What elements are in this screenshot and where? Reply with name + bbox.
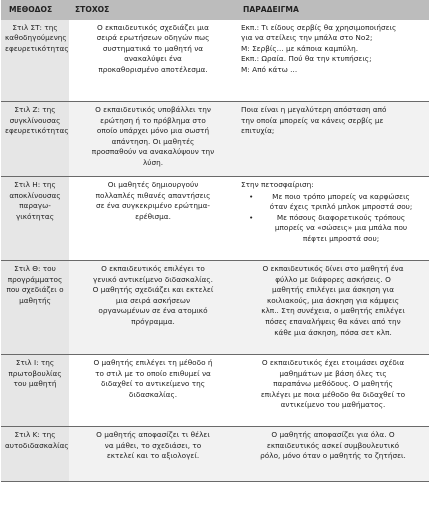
goal-line: Οι μαθητές δημιουργούν xyxy=(107,180,199,190)
method-line: καθοδηγούμενης xyxy=(5,33,67,43)
example-line: Εκπ.: Ωραία. Πού θα την κτυπήσεις; xyxy=(241,54,372,64)
goal-line: γενικό αντικείμενο διδασκαλίας. xyxy=(93,274,213,284)
example-bullet-list xyxy=(241,192,425,245)
header-example: ΠΑΡΑΔΕΙΓΜΑ xyxy=(237,0,429,20)
table-row xyxy=(1,427,429,482)
method-line: Στιλ Ι: της xyxy=(15,358,55,368)
method-line: προγράμματος xyxy=(7,274,63,284)
example-line: για να στείλεις την μπάλα στο Νο2; xyxy=(241,33,373,43)
example-line: Ο εκπαιδευτικός δίνει στο μαθητή ένα xyxy=(262,264,404,274)
example-line: Ποια είναι η μεγαλύτερη απόσταση από xyxy=(241,105,387,115)
example-line: μαθητής επιλέγει μια άσκηση για xyxy=(271,285,395,295)
goal-cell xyxy=(69,20,237,102)
example-line: Ο εκπαιδευτικός έχει ετοιμάσει σχέδια xyxy=(261,358,405,368)
method-line: αποκλίνουσας xyxy=(9,190,61,200)
method-line: γικότητας xyxy=(15,211,55,221)
example-line: εκπαιδευτικός ασκεί συμβουλευτικό xyxy=(266,440,400,450)
example-cell xyxy=(237,427,429,482)
goal-cell xyxy=(69,427,237,482)
goal-line: να μάθει, το σχεδιάσει, το xyxy=(104,440,202,450)
example-cell xyxy=(237,102,429,177)
goal-line: μια σειρά ασκήσεων xyxy=(115,295,191,305)
goal-cell xyxy=(69,102,237,177)
goal-cell xyxy=(69,177,237,261)
example-line: ρόλο, μόνο όταν ο μαθητής το ζητήσει. xyxy=(260,451,406,461)
example-line: Ο μαθητής αποφασίζει για όλα. Ο xyxy=(271,430,395,440)
goal-line: Ο μαθητής επιλέγει τη μέθοδο ή xyxy=(93,358,213,368)
method-line: αυτοδιδασκαλίας xyxy=(5,440,69,450)
goal-line: Ο εκπαιδευτικός υποβάλλει την xyxy=(95,105,211,115)
goal-cell xyxy=(69,355,237,427)
example-line: Μ: Από κάτω ... xyxy=(241,64,298,74)
goal-line: λύση. xyxy=(142,158,164,168)
method-cell xyxy=(1,177,69,261)
method-line: του μαθητή xyxy=(13,379,57,389)
example-line: φύλλο με διάφορες ασκήσεις. Ο xyxy=(275,274,391,284)
table-row xyxy=(1,177,429,261)
method-cell xyxy=(1,102,69,177)
goal-line: ερέθισμα. xyxy=(135,211,171,221)
goal-line: ανακαλύψει ένα xyxy=(124,54,182,64)
table-row xyxy=(1,355,429,427)
example-intro: Στην πετοσφαίριση: xyxy=(241,180,314,190)
table-row xyxy=(1,20,429,102)
goal-line: διδαχθεί το αντικείμενο της xyxy=(100,379,205,389)
goal-cell xyxy=(69,261,237,355)
method-line: μαθητής xyxy=(19,295,51,305)
goal-line: εκτελεί και το αξιολογεί. xyxy=(106,451,200,461)
bullet-line: • Με πόσους διαφορετικούς τρόπους xyxy=(276,212,406,222)
example-cell xyxy=(237,177,429,261)
example-cell xyxy=(237,355,429,427)
goal-line: Ο μαθητής αποφασίζει τι θέλει xyxy=(96,430,210,440)
example-line: επιλέγει με ποια μέθοδο θα διδαχθεί το xyxy=(260,389,406,399)
method-line: Στιλ Ζ: της xyxy=(14,105,56,115)
goal-line: Ο εκπαιδευτικός επιλέγει το xyxy=(101,264,205,274)
goal-line: οποίο υπάρχει μόνο μια σωστή xyxy=(96,126,210,136)
goal-line: προσπαθούν να ανακαλύψουν την xyxy=(91,147,215,157)
example-line: Εκπ.: Τι είδους σερβίς θα χρησιμοποιήσεις xyxy=(241,22,397,32)
example-bullet xyxy=(251,192,425,213)
example-line: την οποία μπορείς να κάνεις σερβίς με xyxy=(241,115,384,125)
goal-line: Ο μαθητής σχεδιάζει και εκτελεί xyxy=(92,285,214,295)
goal-line: σειρά ερωτήσεων οδηγών πως xyxy=(96,33,210,43)
example-line: παραπάνω μεθόδους. Ο μαθητής xyxy=(273,379,393,389)
method-line: πρωτοβουλίας xyxy=(8,368,62,378)
example-line: αντικείμενο του μαθήματος. xyxy=(280,400,386,410)
method-cell xyxy=(1,427,69,482)
goal-line: Ο εκπαιδευτικός σχεδιάζει μια xyxy=(97,22,209,32)
goal-line: το στιλ με το οποίο επιθυμεί να xyxy=(95,368,211,378)
method-line: εφευρετικότητας xyxy=(5,126,69,136)
bullet-line: όταν έχεις τριπλό μπλοκ μπροστά σου; xyxy=(269,202,413,212)
example-cell xyxy=(237,261,429,355)
goal-line: διδασκαλίας. xyxy=(128,389,178,399)
method-line: Στιλ Η: της xyxy=(14,180,56,190)
goal-line: συστηματικά το μαθητή να xyxy=(102,43,204,53)
goal-line: οργανωμένων σε ένα ατομικό xyxy=(98,306,208,316)
example-bullet xyxy=(251,213,425,245)
example-line: Μ: Σερβίς... με κάποια καμπύλη. xyxy=(241,43,359,53)
method-line: Στιλ ΣΤ: της xyxy=(12,22,58,32)
goal-line: πολλαπλές πιθανές απαντήσεις xyxy=(95,190,211,200)
goal-line: ερώτηση ή το πρόβλημα στο xyxy=(100,115,206,125)
table-row xyxy=(1,102,429,177)
method-line: συγκλίνουσας xyxy=(9,115,61,125)
goal-line: απάντηση. Οι μαθητές xyxy=(111,136,195,146)
teaching-styles-table xyxy=(1,0,429,482)
method-line: Στιλ Θ: του xyxy=(14,264,56,274)
bullet-line: • Με ποιο τρόπο μπορείς να καρφώσεις xyxy=(272,191,410,201)
method-cell xyxy=(1,20,69,102)
header-goal: ΣΤΟΧΟΣ xyxy=(69,0,237,20)
example-cell xyxy=(237,20,429,102)
header-method: ΜΕΘΟΔΟΣ xyxy=(1,0,69,20)
goal-line: σε ένα συγκεκριμένο ερώτημα- xyxy=(95,201,211,211)
example-line: κοιλιακούς, μια άσκηση για κάμψεις xyxy=(266,295,400,305)
method-line: εφευρετικότητας xyxy=(5,43,69,53)
example-line: μαθημάτων με βάση όλες τις xyxy=(279,368,387,378)
method-cell xyxy=(1,261,69,355)
bullet-line: μπορείς να «σώσεις» μια μπάλα που xyxy=(274,223,408,233)
header-row xyxy=(1,0,429,20)
method-line: που σχεδιάζει ο xyxy=(6,285,64,295)
method-cell xyxy=(1,355,69,427)
example-line: επιτυχία; xyxy=(241,126,275,136)
example-line: κλπ.. Στη συνέχεια, ο μαθητής επιλέγει xyxy=(261,306,405,316)
method-line: παραγω- xyxy=(19,201,51,211)
bullet-line: πέφτει μπροστά σου; xyxy=(302,234,380,244)
example-line: πόσες επαναλήψεις θα κάνει από την xyxy=(265,317,401,327)
method-line: Στιλ Κ: της xyxy=(14,430,56,440)
goal-line: προκαθορισμένο αποτέλεσμα. xyxy=(98,64,208,74)
goal-line: πρόγραμμα. xyxy=(131,317,175,327)
table-row xyxy=(1,261,429,355)
example-line: κάθε μια άσκηση, πόσα σετ κλπ. xyxy=(274,327,392,337)
